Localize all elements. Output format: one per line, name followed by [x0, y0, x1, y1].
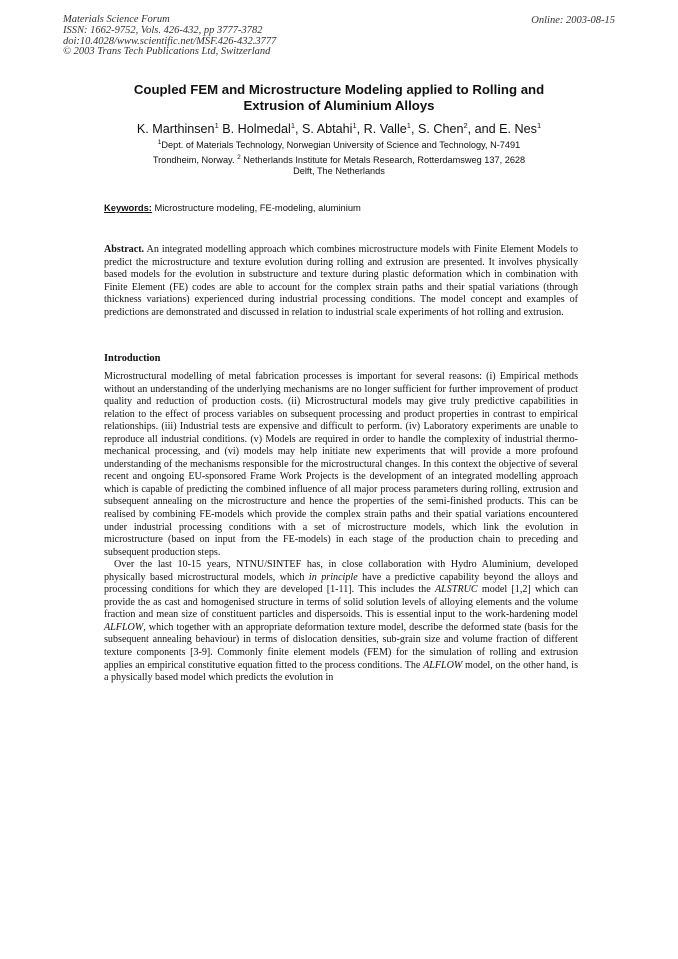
author-list	[80, 121, 598, 136]
affiliations	[90, 137, 588, 178]
author-affiliation-mark: 1	[352, 121, 357, 130]
author-affiliation-mark: 1	[536, 121, 542, 130]
affiliation-text: Trondheim, Norway.	[152, 154, 238, 165]
affiliation-line	[90, 152, 588, 167]
author-name: K. Marthinsen	[136, 122, 215, 137]
paragraph-text: have a predictive capability beyond the alloys and processing conditions for which they are developed [1-11]. This includes the	[104, 571, 578, 596]
affiliation-line	[90, 137, 588, 152]
author-affiliation-mark: 1	[406, 121, 411, 130]
author-separator: , and	[467, 122, 500, 137]
model-name: ALSTRUC	[435, 584, 478, 596]
online-date: Online: 2003-08-15	[531, 15, 615, 26]
journal-header	[63, 15, 276, 58]
paragraph: Microstructural modelling of metal fabrication processes is important for several reasons: (i) Empirical methods without an understanding of the underlying mechanisms are no longer sufficient for further improvement of product quality and reduction of production costs. (ii) Microstructural models may give truly predictive capabilities in relation to the effect of process variables on subsequent processing and product properties in contrast to empirical relationships. (iii) Industrial tests are expensive and difficult to perform. (iv) Laboratory experiments are unable to reproduce all industrial conditions. (v) Models are required in order to handle the complexity of industrial thermo-mechanical processing, and (vi) models may help initiate new experiments that will provide a more profound understanding of the mechanisms responsible for the microstructural changes. In this context the objective of several recent and ongoing EU-sponsored Frame Work Projects is the development of an integrated modelling approach which is capable of predicting the combined influence of all major process parameters during rolling, extrusion and subsequent annealing on the microstructure and hence the properties of the semi-finished products. This can be realised by combining FE-models which provide the complex strain paths and their spatial variations encountered under industrial processing conditions with a set of microstructure models, which link the evolution in microstructure (based on input from the FE-models) in each stage of the production chain to preceding and subsequent production steps.	[104, 371, 578, 558]
keywords-text: Microstructure modeling, FE-modeling, aluminium	[151, 202, 361, 213]
issn-line: ISSN: 1662-9752, Vols. 426-432, pp 3777-3782	[63, 24, 263, 36]
affiliation-mark: 2	[237, 153, 241, 161]
model-name: ALFLOW	[104, 621, 144, 633]
author-affiliation-mark: 2	[463, 121, 468, 130]
abstract-label: Abstract.	[104, 244, 145, 255]
keywords-label: Keywords:	[104, 202, 152, 213]
emphasis-text: in principle	[308, 571, 358, 583]
journal-name: Materials Science Forum	[63, 14, 170, 25]
introduction-body	[104, 371, 578, 685]
author-name: B. Holmedal	[222, 122, 291, 137]
abstract	[104, 244, 578, 319]
copyright-line: © 2003 Trans Tech Publications Ltd, Switzerland	[63, 46, 271, 58]
author-separator: ,	[295, 122, 303, 137]
title-line-1: Coupled FEM and Microstructure Modeling applied to Rolling and	[133, 82, 545, 97]
affiliation-line: Delft, The Netherlands	[293, 166, 385, 177]
keywords	[104, 202, 361, 213]
author-name: S. Abtahi	[302, 122, 353, 137]
author-separator: ,	[410, 122, 418, 137]
affiliation-text: Netherlands Institute for Metals Research, Rotterdamsweg 137, 2628	[240, 154, 526, 165]
paper-title	[100, 82, 578, 113]
affiliation-mark: 1	[157, 139, 162, 146]
abstract-text: An integrated modelling approach which combines microstructure models with Finite Element Models to predict the microstructure and texture evolution during rolling and extrusion are presented. It involves physically based models for the evolution in substructure and texture during plastic deformation which in combination with Finite Element (FE) codes are able to account for the complex strain paths and their spatial variations (through thickness variations) experienced during industrial processing conditions. The model concept and examples of predictions are demonstrated and discussed in relation to industrial scale experiments of hot rolling and extrusion.	[104, 244, 578, 318]
author-name: E. Nes	[499, 122, 537, 137]
section-heading-introduction: Introduction	[104, 353, 161, 364]
author-affiliation-mark: 1	[214, 121, 219, 130]
title-line-2: Extrusion of Aluminium Alloys	[243, 97, 435, 113]
affiliation-text: Dept. of Materials Technology, Norwegian University of Science and Technology, N-7491	[161, 140, 521, 151]
model-name: ALFLOW	[423, 659, 463, 671]
author-separator: ,	[356, 122, 364, 137]
paragraph-text: model, on the other hand, is a physically based model which predicts the evolution in	[104, 659, 579, 684]
author-affiliation-mark: 1	[290, 121, 296, 130]
paragraph-text: model [1,2] which can provide the as cast and homogenised structure in terms of solid solution levels of alloying elements and the volume fraction and mean size of constituent particles and dispersoids. This is essential input to the work-hardening model	[104, 584, 578, 621]
paragraph-text: Over the last 10-15 years, NTNU/SINTEF has, in close collaboration with Hydro Aluminium, developed physically based microstructural models, which	[104, 559, 578, 583]
author-name: S. Chen	[417, 122, 464, 137]
paragraph-text: , which together with an appropriate deformation texture model, describe the deformed state (basis for the subsequent annealing behaviour) in terms of dislocation densities, sub-grain size and volume fraction of different texture components [3-9]. Commonly finite element models (FEM) for the simulation of rolling and extrusion applies an empirical constitutive equation fitted to the process conditions. The	[104, 621, 578, 671]
paragraph	[104, 559, 578, 684]
doi-link[interactable]: doi:10.4028/www.scientific.net/MSF.426-432.3777	[63, 35, 277, 47]
author-name: R. Valle	[363, 122, 407, 137]
